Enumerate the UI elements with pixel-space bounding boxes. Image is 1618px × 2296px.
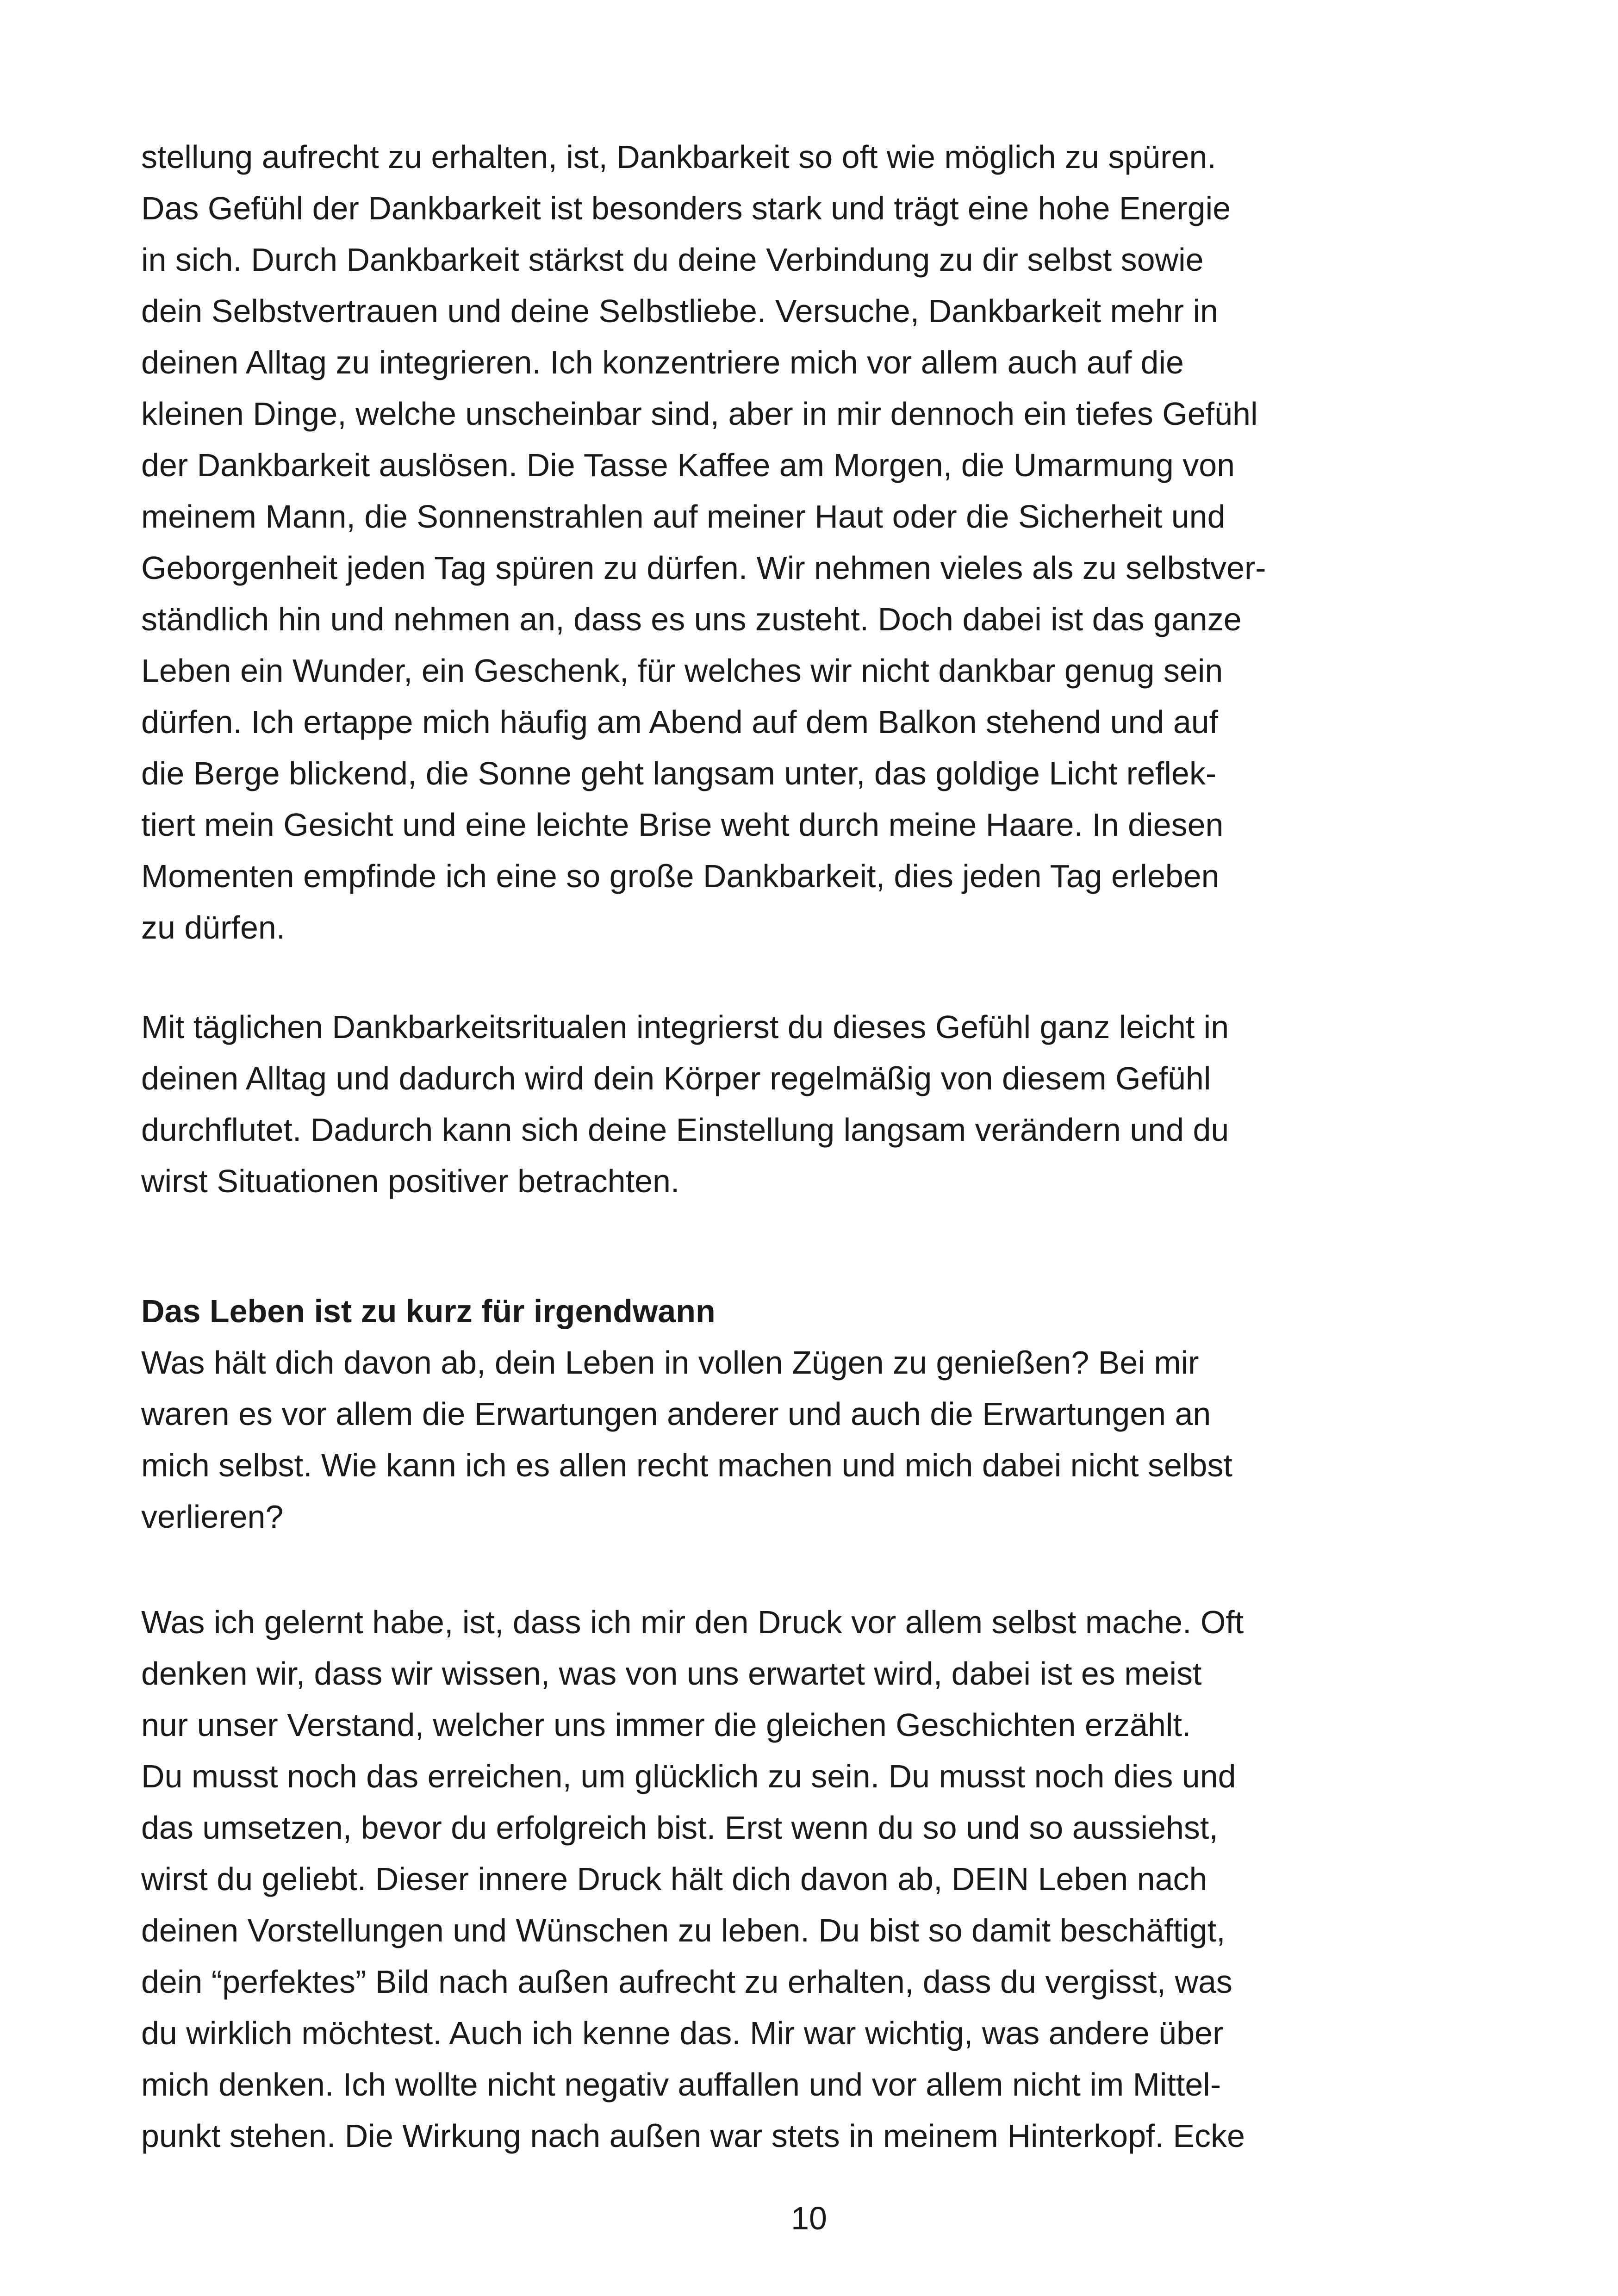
text-line: meinem Mann, die Sonnenstrahlen auf meiner Haut oder die Sicherheit und [141, 498, 1226, 535]
text-line: Du musst noch das erreichen, um glücklich zu sein. Du musst noch dies und [141, 1758, 1236, 1794]
text-line: Leben ein Wunder, ein Geschenk, für welches wir nicht dankbar genug sein [141, 653, 1223, 689]
text-line: verlieren? [141, 1499, 284, 1535]
paragraph-dankbarkeitsrituale [141, 1002, 1493, 1207]
text-line: dein Selbstvertrauen und deine Selbstliebe. Versuche, Dankbarkeit mehr in [141, 293, 1218, 329]
text-line: wirst du geliebt. Dieser innere Druck hält dich davon ab, DEIN Leben nach [141, 1861, 1207, 1897]
text-line: du wirklich möchtest. Auch ich kenne das. Mir war wichtig, was andere über [141, 2015, 1224, 2051]
text-line: mich selbst. Wie kann ich es allen recht machen und mich dabei nicht selbst [141, 1447, 1232, 1483]
text-line: waren es vor allem die Erwartungen anderer und auch die Erwartungen an [141, 1396, 1211, 1432]
text-line: zu dürfen. [141, 909, 286, 946]
text-line: das umsetzen, bevor du erfolgreich bist. Erst wenn du so und so aussiehst, [141, 1810, 1218, 1846]
section-heading: Das Leben ist zu kurz für irgendwann [141, 1293, 716, 1329]
text-line: punkt stehen. Die Wirkung nach außen war stets in meinem Hinterkopf. Ecke [141, 2118, 1245, 2154]
text-line: dürfen. Ich ertappe mich häufig am Abend auf dem Balkon stehend und auf [141, 704, 1219, 740]
text-line: Geborgenheit jeden Tag spüren zu dürfen. Wir nehmen vieles als zu selbstver- [141, 550, 1266, 586]
text-line: Was hält dich davon ab, dein Leben in vollen Zügen zu genießen? Bei mir [141, 1344, 1199, 1381]
text-line: dein “perfektes” Bild nach außen aufrecht zu erhalten, dass du vergisst, was [141, 1964, 1232, 2000]
text-line: Was ich gelernt habe, ist, dass ich mir den Druck vor allem selbst mache. Oft [141, 1604, 1244, 1640]
text-line: stellung aufrecht zu erhalten, ist, Dankbarkeit so oft wie möglich zu spüren. [141, 139, 1216, 175]
text-line: Mit täglichen Dankbarkeitsritualen integrierst du dieses Gefühl ganz leicht in [141, 1009, 1229, 1045]
text-line: denken wir, dass wir wissen, was von uns erwartet wird, dabei ist es meist [141, 1655, 1202, 1692]
text-line: in sich. Durch Dankbarkeit stärkst du deine Verbindung zu dir selbst sowie [141, 242, 1204, 278]
text-line: deinen Alltag zu integrieren. Ich konzentriere mich vor allem auch auf die [141, 344, 1184, 380]
paragraph-innerer-druck [141, 1597, 1493, 2162]
text-line: wirst Situationen positiver betrachten. [141, 1163, 680, 1199]
text-line: der Dankbarkeit auslösen. Die Tasse Kaffee am Morgen, die Umarmung von [141, 447, 1235, 483]
text-line: ständlich hin und nehmen an, dass es uns zusteht. Doch dabei ist das ganze [141, 601, 1242, 637]
text-line: deinen Vorstellungen und Wünschen zu leben. Du bist so damit beschäftigt, [141, 1912, 1226, 1948]
text-line: durchflutet. Dadurch kann sich deine Einstellung langsam verändern und du [141, 1112, 1229, 1148]
text-line: Momenten empfinde ich eine so große Dankbarkeit, dies jeden Tag erleben [141, 858, 1220, 894]
text-line: Das Gefühl der Dankbarkeit ist besonders stark und trägt eine hohe Energie [141, 190, 1231, 226]
paragraph-dankbarkeit [141, 131, 1493, 953]
text-line: nur unser Verstand, welcher uns immer die gleichen Geschichten erzählt. [141, 1707, 1191, 1743]
page-number: 10 [791, 2200, 827, 2236]
paragraph-leben-geniessen [141, 1337, 1493, 1543]
text-line: deinen Alltag und dadurch wird dein Körper regelmäßig von diesem Gefühl [141, 1060, 1211, 1096]
text-line: die Berge blickend, die Sonne geht langsam unter, das goldige Licht reflek- [141, 755, 1217, 791]
text-line: tiert mein Gesicht und eine leichte Brise weht durch meine Haare. In diesen [141, 807, 1224, 843]
text-line: mich denken. Ich wollte nicht negativ auffallen und vor allem nicht im Mittel- [141, 2066, 1221, 2103]
text-line: kleinen Dinge, welche unscheinbar sind, aber in mir dennoch ein tiefes Gefühl [141, 396, 1258, 432]
